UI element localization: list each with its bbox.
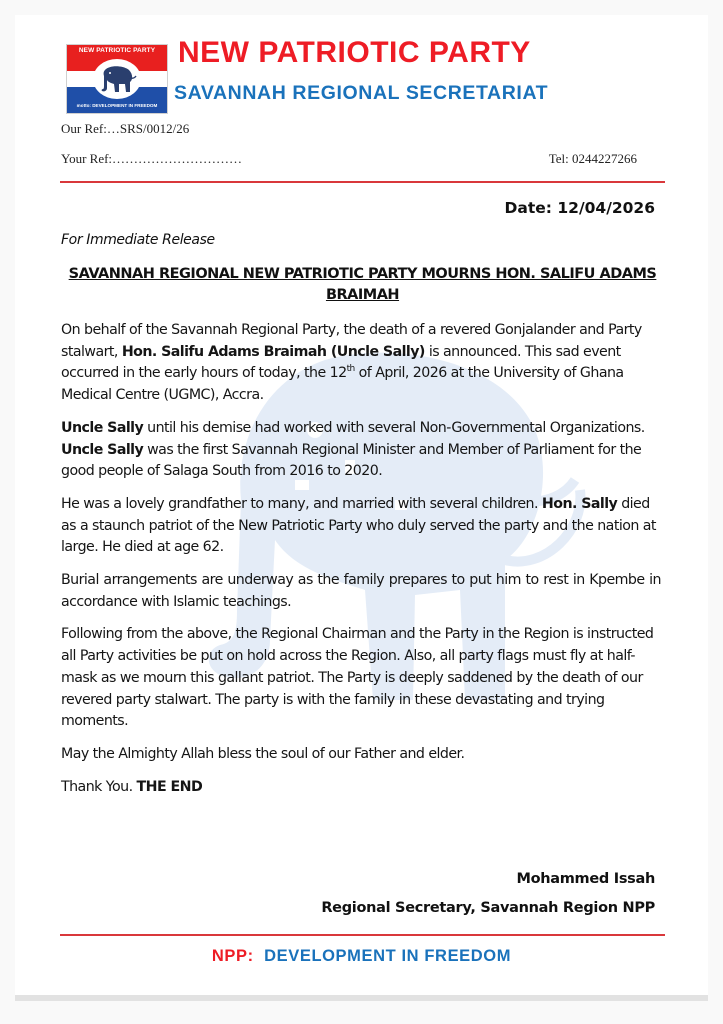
footer-divider xyxy=(60,934,665,936)
paragraph-burial: Burial arrangements are underway as the family prepares to put him to rest in Kpembe in accordance with Islamic teachings. xyxy=(61,572,661,610)
elephant-icon xyxy=(97,62,137,96)
deceased-name: Hon. Salifu Adams Braimah (Uncle Sally) xyxy=(121,343,425,360)
paragraph-prayer: May the Almighty Allah bless the soul of our Father and elder. xyxy=(61,745,465,762)
paragraph-career: Uncle Sally until his demise had worked with several Non-Governmental Organizations. Uncle Sally was the first Savannah Regional Minister and Member of Parliament for the good people of Salaga South from 2016 to 2020. xyxy=(61,419,645,480)
paragraph-announcement: On behalf of the Savannah Regional Party, the death of a revered Gonjalander and Party stalwart, Hon. Salifu Adams Braimah (Uncle Sally) is announced. This sad event occurred in the early hours of today, the 12th of April, 2026 at the University of Ghana Medical Centre (UGMC), Accra. xyxy=(61,322,642,404)
paragraph-instructions: Following from the above, the Regional Chairman and the Party in the Region is instructed all Party activities be put on hold across the Region. Also, all party flags must fly at half-mask as we mourn this gallant patriot. The Party is deeply saddened by the death of our revered party stalwart. The party is with the family in these devastating and trying moments. xyxy=(61,626,654,730)
paragraph-closing: Thank You. THE END xyxy=(61,778,203,795)
header-divider xyxy=(60,181,665,183)
document-date: Date: 12/04/2026 xyxy=(504,199,655,217)
motto-prefix: NPP: xyxy=(211,947,254,965)
footer-motto xyxy=(0,947,723,966)
document-body xyxy=(61,320,661,809)
paragraph-family: He was a lovely grandfather to many, and married with several children. Hon. Sally died as a staunch patriot of the New Patriotic Party who duly served the party and the nation at large. He died at age 62. xyxy=(61,495,656,556)
motto-text: DEVELOPMENT IN FREEDOM xyxy=(264,947,512,965)
headline: SAVANNAH REGIONAL NEW PATRIOTIC PARTY MOURNS HON. SALIFU ADAMS BRAIMAH xyxy=(68,266,657,303)
npp-logo xyxy=(66,44,168,114)
signatory-name: Mohammed Issah xyxy=(516,871,655,887)
release-note: For Immediate Release xyxy=(61,232,215,248)
logo-top-text: NEW PATRIOTIC PARTY xyxy=(78,47,156,54)
telephone: Tel: 0244227266 xyxy=(548,151,637,166)
our-reference: Our Ref:…SRS/0012/26 xyxy=(61,121,190,136)
organization-subtitle: SAVANNAH REGIONAL SECRETARIAT xyxy=(174,82,549,104)
signatory-title: Regional Secretary, Savannah Region NPP xyxy=(321,900,655,916)
logo-motto-text: motto: DEVELOPMENT IN FREEDOM xyxy=(76,103,158,108)
organization-name: NEW PATRIOTIC PARTY xyxy=(178,36,531,69)
page-bottom-edge xyxy=(15,995,708,1001)
your-reference: Your Ref:………………………… xyxy=(61,151,243,166)
